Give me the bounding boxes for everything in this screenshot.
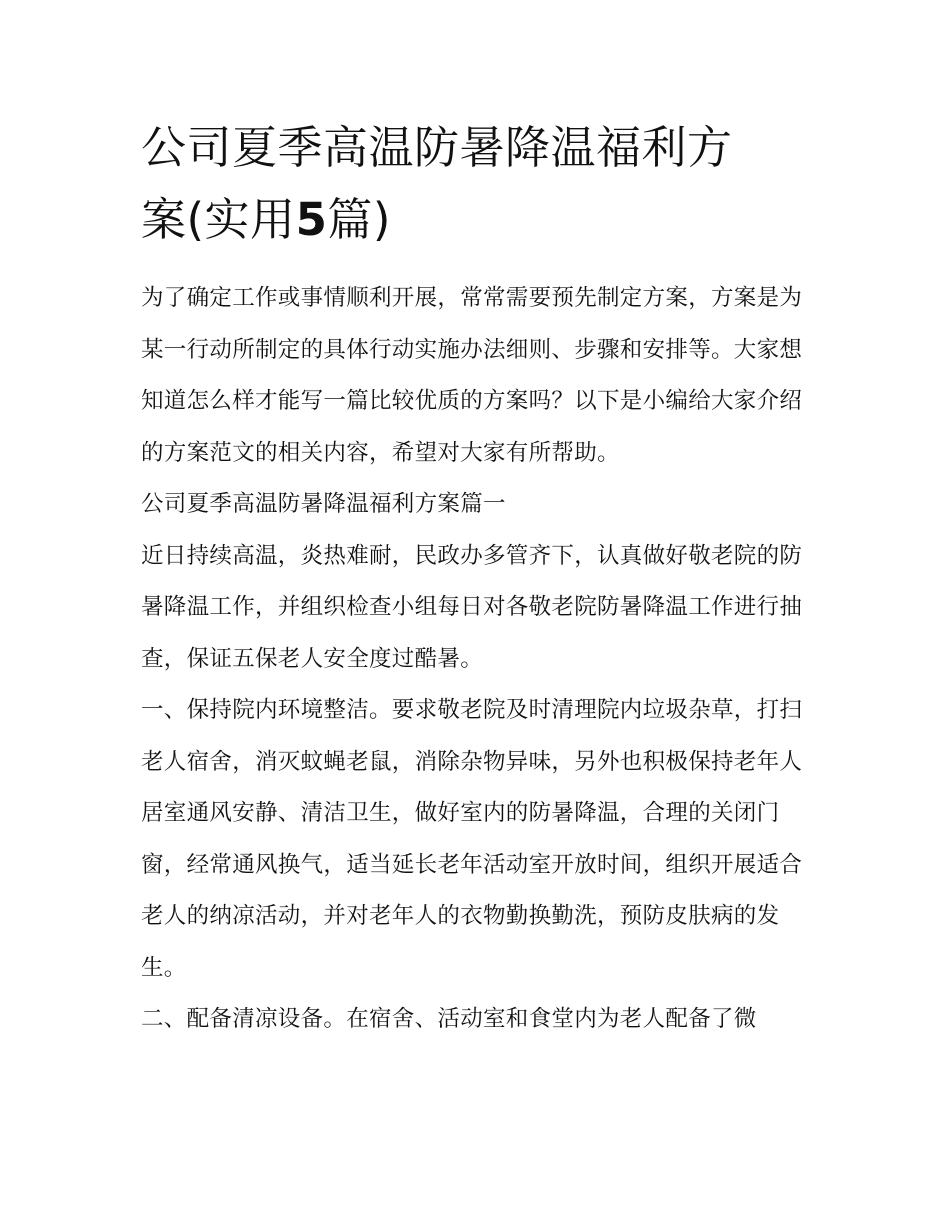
title-line-1: 公司夏季高温防暑降温福利方 xyxy=(141,121,733,174)
document-page xyxy=(141,112,821,1046)
section-heading: 公司夏季高温防暑降温福利方案篇一 xyxy=(141,491,506,517)
document-title xyxy=(141,112,821,256)
body-paragraph-2: 一、保持院内环境整洁。要求敬老院及时清理院内垃圾杂草，打扫老人宿舍，消灭蚊蝇老鼠，消除杂物异味，另外也积极保持老年人居室通风安静、清洁卫生，做好室内的防暑降温，合理的关闭门窗，经常通风换气，适当延长老年活动室开放时间，组织开展适合老人的纳凉活动，并对老年人的衣物勤换勤洗，预防皮肤病的发生。 xyxy=(141,697,803,981)
title-line-2: 案(实用5篇) xyxy=(141,193,391,246)
body-paragraph-3: 二、配备清凉设备。在宿舍、活动室和食堂内为老人配备了微 xyxy=(141,1006,757,1032)
body-paragraph-1: 近日持续高温，炎热难耐，民政办多管齐下，认真做好敬老院的防暑降温工作，并组织检查小组每日对各敬老院防暑降温工作进行抽查，保证五保老人安全度过酷暑。 xyxy=(141,542,803,672)
intro-paragraph: 为了确定工作或事情顺利开展，常常需要预先制定方案，方案是为某一行动所制定的具体行动实施办法细则、步骤和安排等。大家想知道怎么样才能写一篇比较优质的方案吗？以下是小编给大家介绍的方案范文的相关内容，希望对大家有所帮助。 xyxy=(141,285,803,466)
